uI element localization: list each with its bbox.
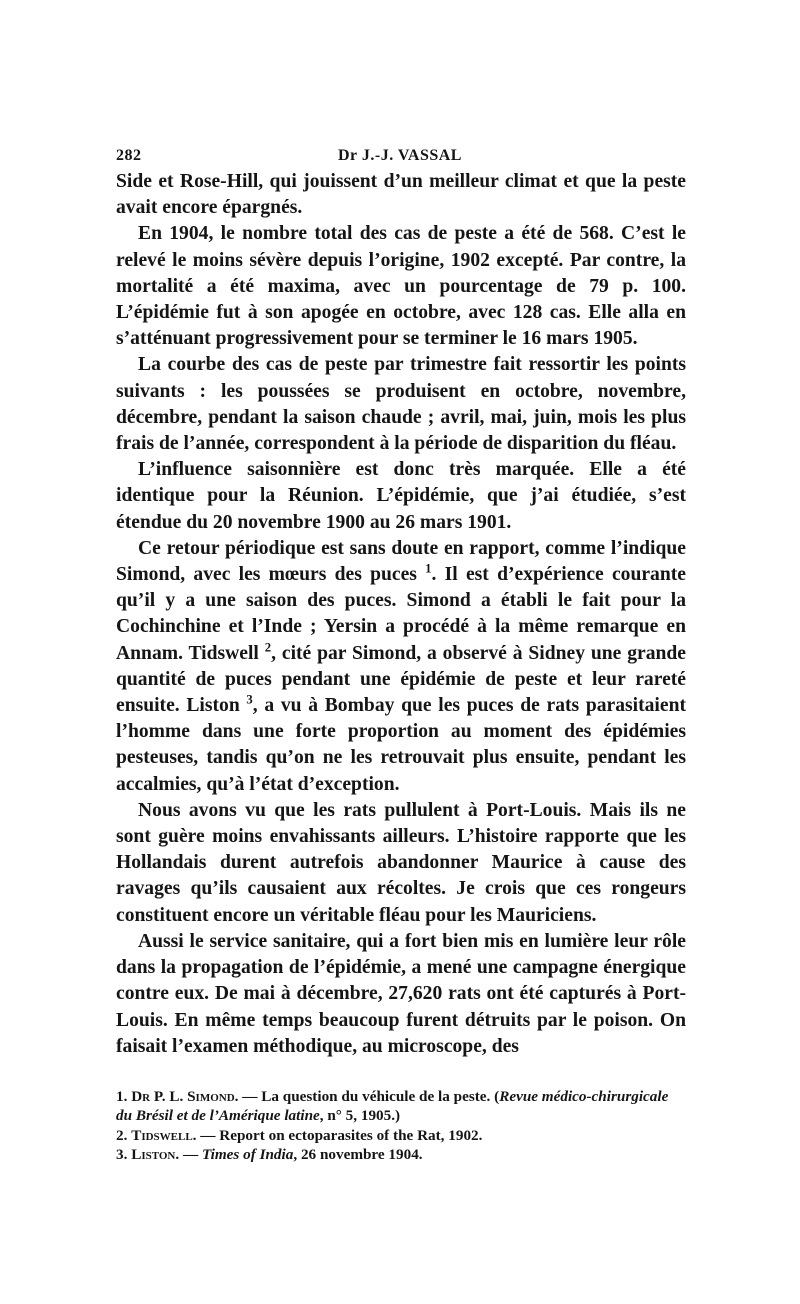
paragraph-text: Ce retour périodique est sans doute en rapport, comme l’indique Simond, avec les mœurs des puces (116, 537, 686, 586)
footnote-number: 3. (116, 1146, 128, 1164)
footnote-author: Dr P. L. Simond. (131, 1087, 239, 1105)
footnote-text: — (179, 1146, 202, 1164)
footnote-ref: 1 (425, 561, 432, 576)
paragraph (116, 536, 686, 798)
paragraph: Aussi le service sanitaire, qui a fort bien mis en lumière leur rôle dans la propagation de l’épidémie, a mené une campagne énergique contre eux. De mai à décembre, 27,620 rats ont été capturés à Port-Louis. En même temps beaucoup furent détruits par le poison. On faisait l’examen méthodique, au microscope, des (116, 930, 686, 1057)
paragraph: Nous avons vu que les rats pullulent à Port-Louis. Mais ils ne sont guère moins envahissants ailleurs. L’histoire rapporte que les Hollandais durent autrefois abandonner Maurice à cause des ravages qu’ils causaient aux récoltes. Je crois que ces rongeurs constituent encore un véritable fléau pour les Mauriciens. (116, 799, 686, 926)
paragraph-text: , cité par Simond, a observé à Sidney une grande quantité de puces pendant une épidémie de peste et leur rareté ensuite. Liston (116, 642, 686, 717)
footnote (116, 1126, 686, 1145)
footnote-number: 1. (116, 1087, 128, 1105)
footnote-text: — La question du véhicule de la peste. ( (238, 1087, 500, 1105)
footnote-author: Liston. (131, 1146, 180, 1164)
footnote-journal: Times of India (201, 1146, 294, 1164)
paragraph-text: . Il est d’expérience courante qu’il y a une saison des puces. Simond a établi le fait pour la Cochinchine et l’Inde ; Yersin a procédé à la même remarque en Annam. Tidswell (116, 564, 686, 664)
footnote (116, 1087, 686, 1126)
footnote (116, 1145, 686, 1164)
running-head (116, 145, 686, 169)
footnote-number: 2. (116, 1126, 128, 1144)
paragraph: Side et Rose-Hill, qui jouissent d’un meilleur climat et que la peste avait encore épargnés. (116, 171, 686, 219)
paragraph: La courbe des cas de peste par trimestre fait ressortir les points suivants : les poussées se produisent en octobre, novembre, décembre, pendant la saison chaude ; avril, mai, juin, mois les plus frais de l’année, correspondent à la période de disparition du fléau. (116, 354, 686, 455)
page (116, 145, 686, 1165)
footnote-text: — Report on ectoparasites of the Rat, 1902. (196, 1126, 483, 1144)
footnote-author: Tidswell. (131, 1126, 197, 1144)
running-head-author: Dr J.-J. VASSAL (338, 147, 462, 164)
body-text (116, 169, 686, 1060)
footnote-tail: , n° 5, 1905.) (319, 1107, 401, 1125)
footnotes (116, 1087, 686, 1165)
footnote-ref: 3 (246, 692, 253, 707)
footnote-tail: , 26 novembre 1904. (293, 1146, 423, 1164)
footnote-journal: Revue médico-chirurgicale du Brésil et de l’Amérique latine (116, 1087, 669, 1125)
paragraph-text: , a vu à Bombay que les puces de rats parasitaient l’homme dans une forte proportion au moment des épidémies pesteuses, tandis qu’on ne les retrouvait plus ensuite, pendant les accalmies, qu’à l’état d’exception. (116, 695, 686, 795)
paragraph: L’influence saisonnière est donc très marquée. Elle a été identique pour la Réunion. L’épidémie, que j’ai étudiée, s’est étendue du 20 novembre 1900 au 26 mars 1901. (116, 459, 686, 533)
paragraph: En 1904, le nombre total des cas de peste a été de 568. C’est le relevé le moins sévère depuis l’origine, 1902 excepté. Par contre, la mortalité a été maxima, avec un pourcentage de 79 p. 100. L’épidémie fut à son apogée en octobre, avec 128 cas. Elle alla en s’atténuant progressivement pour se terminer le 16 mars 1905. (116, 223, 686, 350)
footnote-ref: 2 (264, 640, 272, 655)
page-number: 282 (116, 147, 142, 164)
